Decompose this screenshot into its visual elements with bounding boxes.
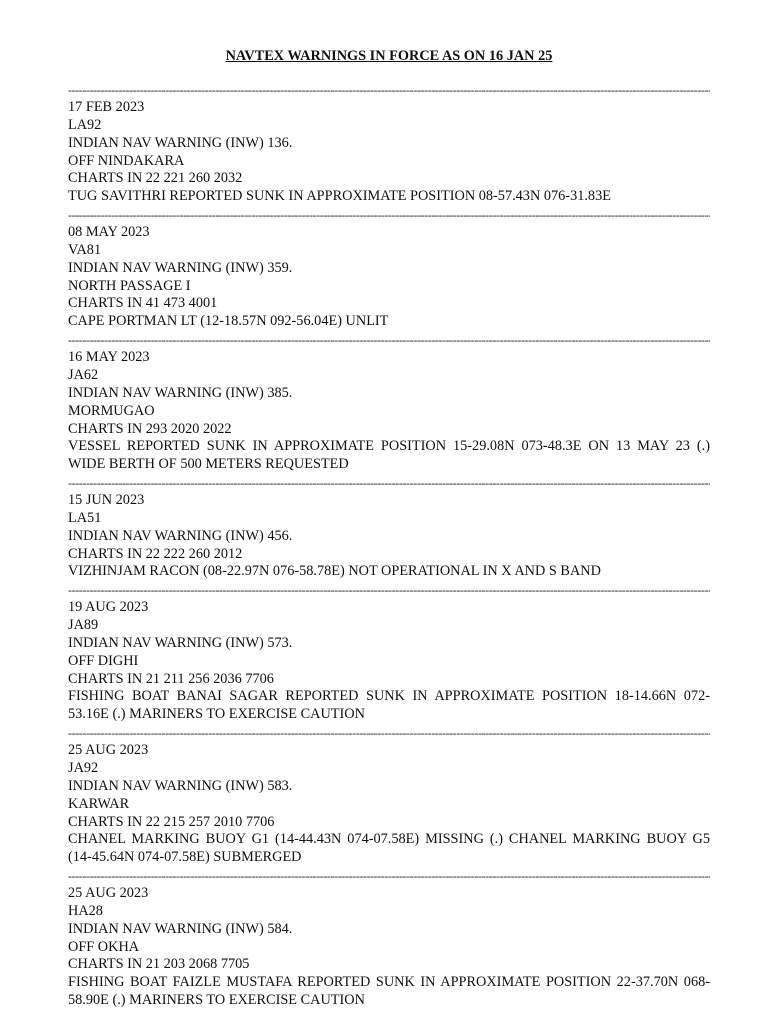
warning-description: VIZHINJAM RACON (08-22.97N 076-58.78E) NOT OPERATIONAL IN X AND S BAND [68,563,601,580]
warning-date: 25 AUG 2023 [68,742,149,759]
warning-reference: INDIAN NAV WARNING (INW) 583. [68,777,293,794]
warning-description: CHANEL MARKING BUOY G1 (14-44.43N 074-07.58E) MISSING (.) CHANEL MARKING BUOY G5 (14-45.64N 074-07.58E) SUBMERGED [68,831,710,866]
warning-description: FISHING BOAT FAIZLE MUSTAFA REPORTED SUNK IN APPROXIMATE POSITION 22-37.70N 068-58.90E (.) MARINERS TO EXERCISE CAUTION [68,974,710,1009]
warning-charts: CHARTS IN 22 222 260 2012 [68,545,243,562]
warnings-list [68,81,710,1010]
separator-line [68,206,710,224]
separator-line [68,474,710,492]
warning-description: FISHING BOAT BANAI SAGAR REPORTED SUNK IN APPROXIMATE POSITION 18-14.66N 072-53.16E (.) MARINERS TO EXERCISE CAUTION [68,688,710,723]
warning-code: JA89 [68,617,99,634]
document-title: NAVTEX WARNINGS IN FORCE AS ON 16 JAN 25 [225,48,553,64]
warning-location: NORTH PASSAGE I [68,277,191,294]
warning-description: TUG SAVITHRI REPORTED SUNK IN APPROXIMATE POSITION 08-57.43N 076-31.83E [68,188,611,205]
warning-location: OFF DIGHI [68,652,139,669]
warning-code: LA92 [68,116,102,133]
warning-reference: INDIAN NAV WARNING (INW) 584. [68,920,293,937]
warning-location: OFF OKHA [68,938,140,955]
warning-charts: CHARTS IN 21 211 256 2036 7706 [68,670,274,687]
warning-entry [68,349,710,474]
warning-date: 17 FEB 2023 [68,99,145,115]
warning-code: VA81 [68,241,102,258]
warning-date: 08 MAY 2023 [68,224,150,241]
warning-description: VESSEL REPORTED SUNK IN APPROXIMATE POSITION 15-29.08N 073-48.3E ON 13 MAY 23 (.) WIDE BERTH OF 500 METERS REQUESTED [68,438,710,473]
warning-entry [68,742,710,867]
warning-entry [68,224,710,331]
separator-line [68,581,710,599]
separator-line [68,724,710,742]
warning-charts: CHARTS IN 22 221 260 2032 [68,170,243,187]
warning-reference: INDIAN NAV WARNING (INW) 385. [68,384,293,401]
warning-charts: CHARTS IN 293 2020 2022 [68,420,232,437]
separator-line [68,867,710,885]
warning-reference: INDIAN NAV WARNING (INW) 573. [68,634,293,651]
warning-location: MORMUGAO [68,402,155,419]
warning-charts: CHARTS IN 41 473 4001 [68,295,218,312]
warning-code: JA92 [68,760,99,776]
warning-code: LA51 [68,509,102,526]
warning-reference: INDIAN NAV WARNING (INW) 456. [68,527,293,544]
warning-entry [68,599,710,724]
warning-code: HA28 [68,902,103,919]
warning-charts: CHARTS IN 22 215 257 2010 7706 [68,813,275,830]
warning-reference: INDIAN NAV WARNING (INW) 136. [68,134,293,151]
warning-entry [68,885,710,1010]
warning-date: 19 AUG 2023 [68,599,149,616]
warning-charts: CHARTS IN 21 203 2068 7705 [68,956,250,973]
warning-reference: INDIAN NAV WARNING (INW) 359. [68,259,293,276]
separator-line [68,331,710,349]
warning-entry [68,99,710,206]
warning-code: JA62 [68,366,99,383]
warning-entry [68,492,710,581]
warning-location: KARWAR [68,795,130,812]
separator-line [68,81,710,99]
warning-description: CAPE PORTMAN LT (12-18.57N 092-56.04E) UNLIT [68,313,389,330]
warning-date: 25 AUG 2023 [68,885,149,902]
warning-date: 16 MAY 2023 [68,349,150,366]
warning-location: OFF NINDAKARA [68,152,185,169]
warning-date: 15 JUN 2023 [68,492,145,509]
